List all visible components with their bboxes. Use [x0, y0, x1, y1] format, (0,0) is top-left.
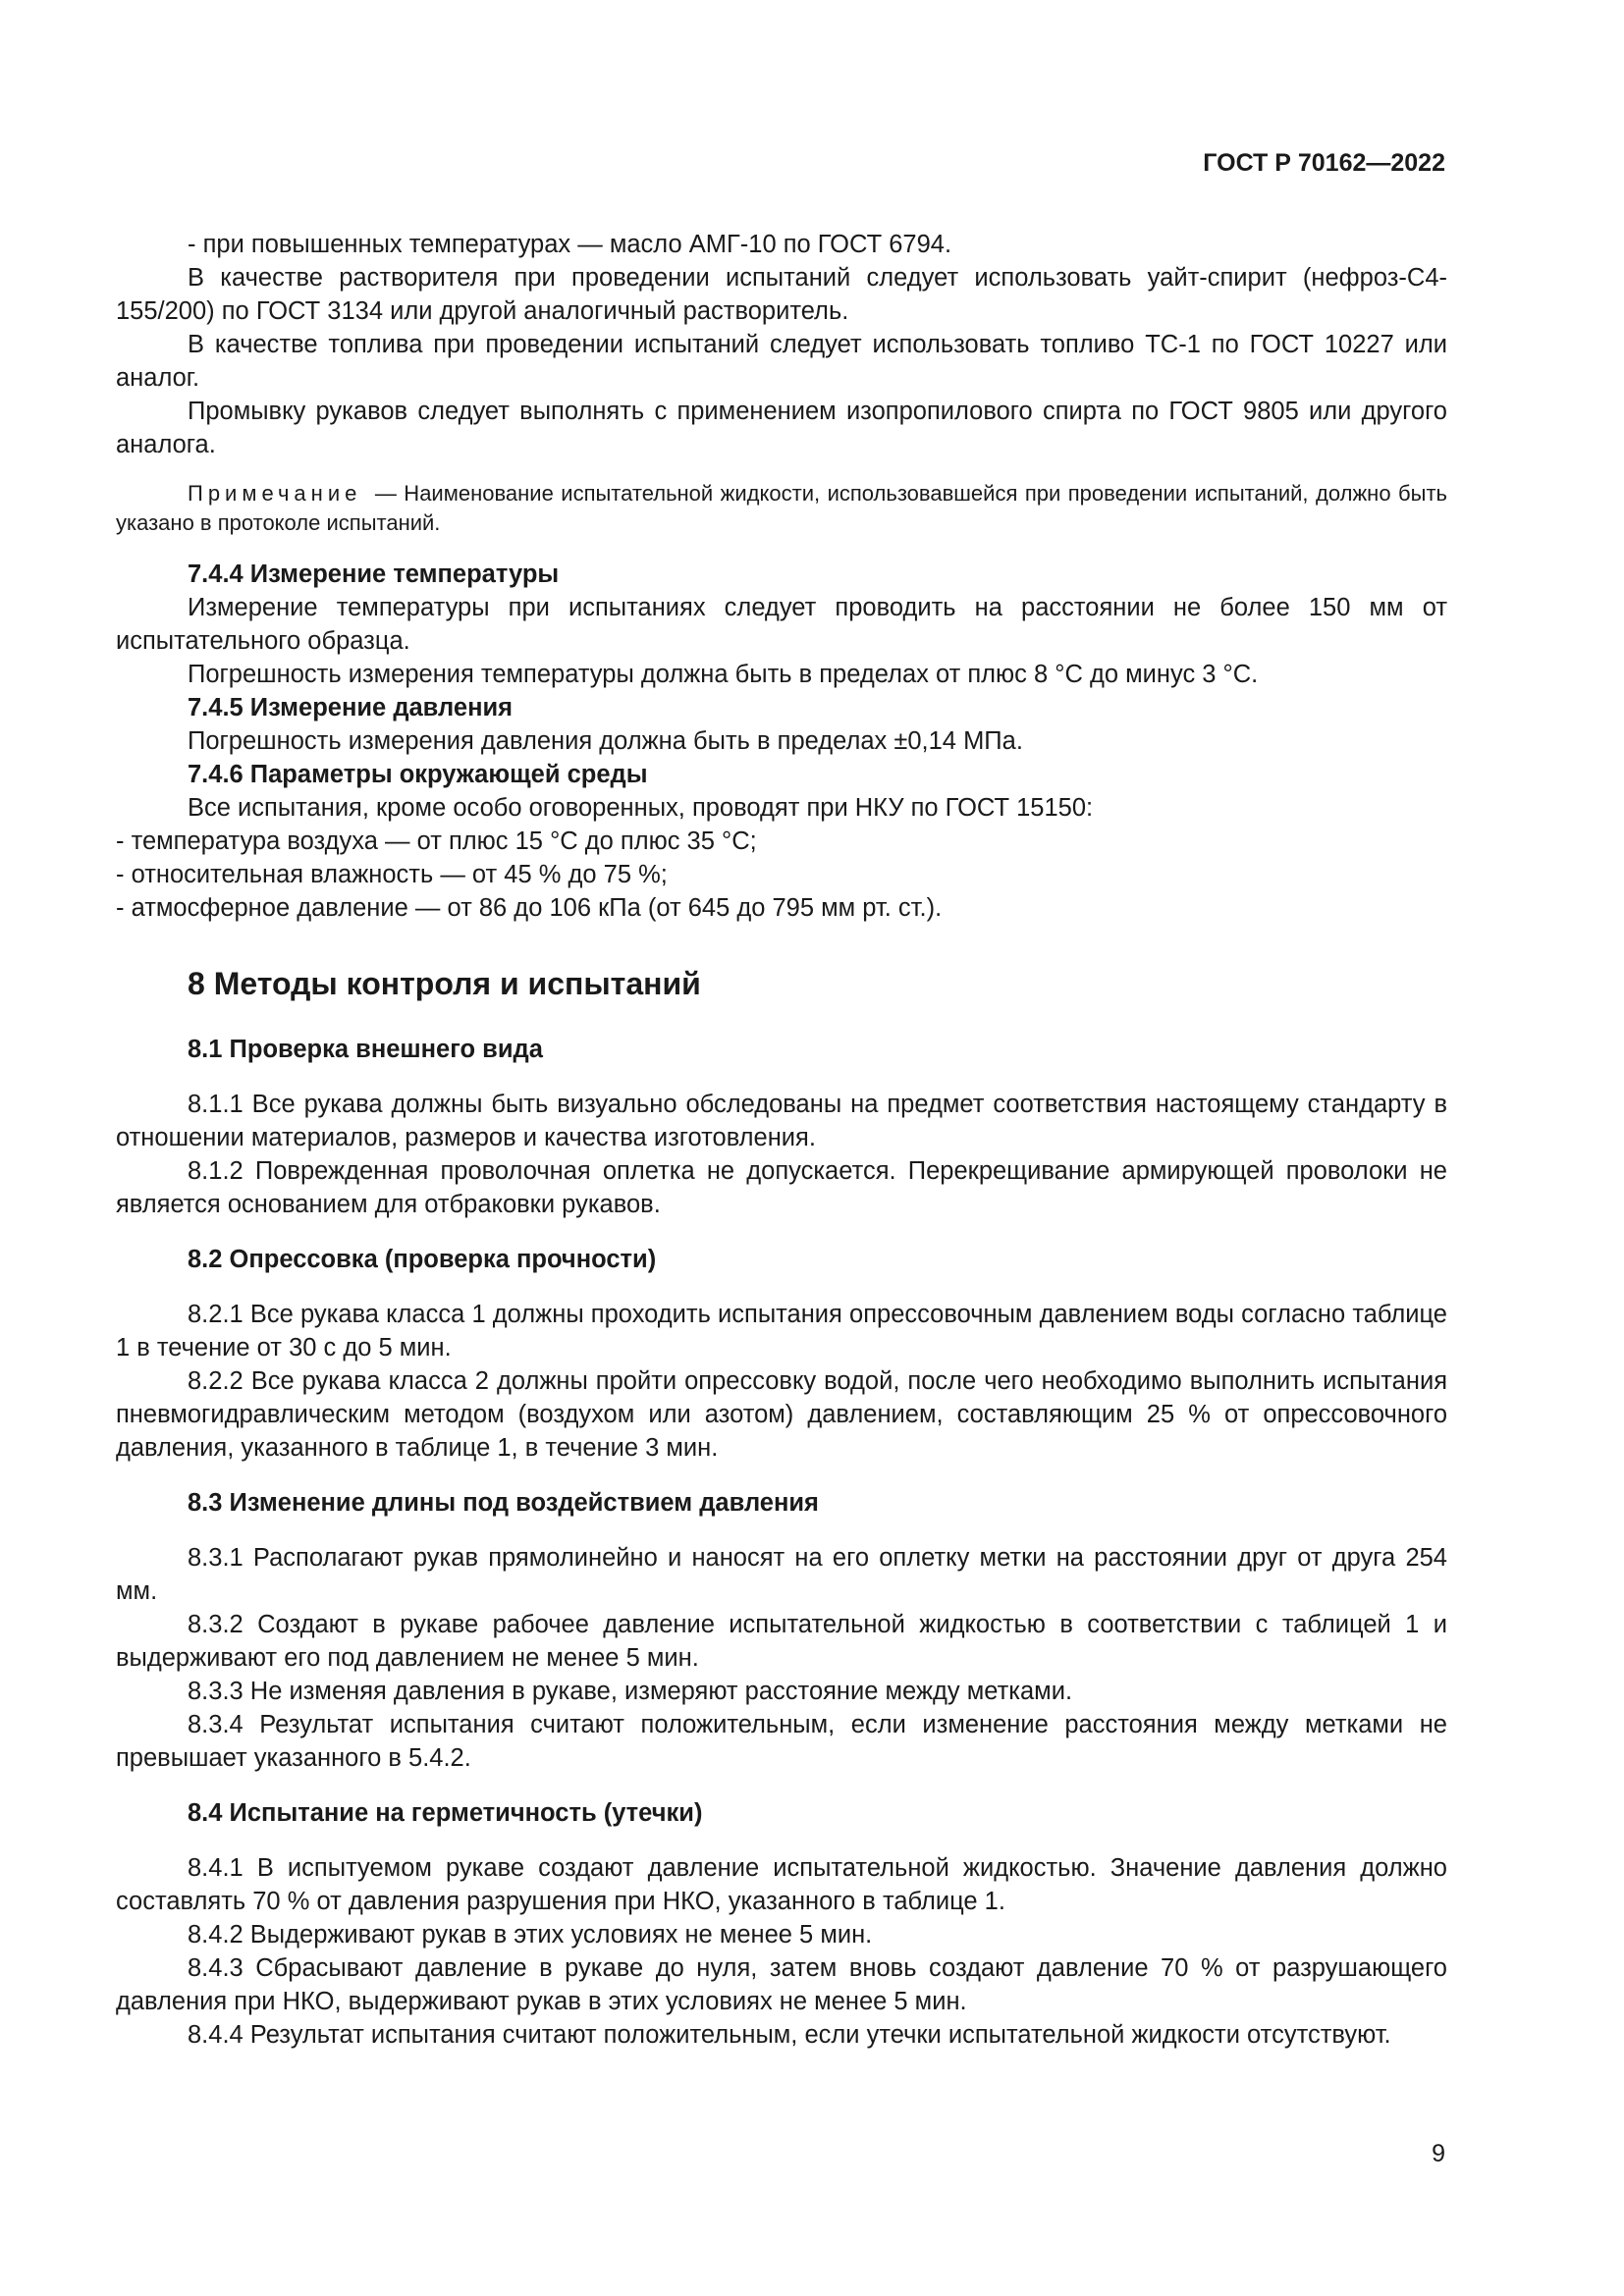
document-code-header: ГОСТ Р 70162—2022 — [1203, 149, 1445, 177]
heading-7-4-5: 7.4.5 Измерение давления — [188, 694, 514, 721]
paragraph-fuel: В качестве топлива при проведении испытаний следует использовать топливо ТС-1 по ГОСТ 10227 или аналог. — [116, 331, 1447, 392]
paragraph-8-4-3: 8.4.3 Сбрасывают давление в рукаве до нуля, затем вновь создают давление 70 % от разрушающего давления при НКО, выдерживают рукав в этих условиях не менее 5 мин. — [116, 1954, 1447, 2015]
heading-8-4: 8.4 Испытание на герметичность (утечки) — [188, 1799, 703, 1827]
heading-7-4-4: 7.4.4 Измерение температуры — [188, 561, 560, 588]
list-item-humidity: - относительная влажность — от 45 % до 75 %; — [116, 861, 668, 888]
paragraph-8-3-2: 8.3.2 Создают в рукаве рабочее давление испытательной жидкостью в соответствии с таблицей 1 и выдерживают его под давлением не менее 5 мин. — [116, 1611, 1447, 1672]
heading-8-2: 8.2 Опрессовка (проверка прочности) — [188, 1246, 657, 1273]
paragraph-8-4-2: 8.4.2 Выдерживают рукав в этих условиях не менее 5 мин. — [188, 1921, 873, 1949]
heading-7-4-6: 7.4.6 Параметры окружающей среды — [188, 761, 648, 788]
paragraph-8-2-2: 8.2.2 Все рукава класса 2 должны пройти опрессовку водой, после чего необходимо выполнить испытания пневмогидравлическим методом (воздухом или азотом) давлением, составляющим 25 % от опрессовочного давления, указанного в таблице 1, в течение 3 мин. — [116, 1367, 1447, 1462]
note-label: Примечание — [188, 481, 362, 506]
paragraph-high-temp-oil: - при повышенных температурах — масло АМГ-10 по ГОСТ 6794. — [188, 231, 952, 258]
paragraph-7-4-4-b: Погрешность измерения температуры должна быть в пределах от плюс 8 °С до минус 3 °С. — [188, 661, 1259, 688]
page-number: 9 — [1432, 2140, 1445, 2167]
heading-8-3: 8.3 Изменение длины под воздействием давления — [188, 1489, 819, 1517]
note-text: — Наименование испытательной жидкости, использовавшейся при проведении испытаний, должно быть указано в протоколе испытаний. — [116, 481, 1447, 535]
list-item-pressure: - атмосферное давление — от 86 до 106 кПа (от 645 до 795 мм рт. ст.). — [116, 894, 943, 922]
note — [116, 479, 1447, 538]
heading-8-1: 8.1 Проверка внешнего вида — [188, 1036, 543, 1063]
paragraph-8-2-1: 8.2.1 Все рукава класса 1 должны проходить испытания опрессовочным давлением воды согласно таблице 1 в течение от 30 с до 5 мин. — [116, 1301, 1447, 1362]
paragraph-flushing: Промывку рукавов следует выполнять с применением изопропилового спирта по ГОСТ 9805 или другого аналога. — [116, 398, 1447, 458]
list-item-air-temp: - температура воздуха — от плюс 15 °С до плюс 35 °С; — [116, 828, 757, 855]
heading-section-8: 8 Методы контроля и испытаний — [188, 966, 701, 1001]
page-content — [116, 228, 1447, 2052]
paragraph-solvent: В качестве растворителя при проведении испытаний следует использовать уайт-спирит (нефроз-С4-155/200) по ГОСТ 3134 или другой аналогичный растворитель. — [116, 264, 1447, 325]
paragraph-7-4-4-a: Измерение температуры при испытаниях следует проводить на расстоянии не более 150 мм от испытательного образца. — [116, 594, 1447, 655]
paragraph-8-3-4: 8.3.4 Результат испытания считают положительным, если изменение расстояния между метками не превышает указанного в 5.4.2. — [116, 1711, 1447, 1772]
paragraph-8-3-3: 8.3.3 Не изменяя давления в рукаве, измеряют расстояние между метками. — [188, 1678, 1073, 1705]
paragraph-7-4-5: Погрешность измерения давления должна быть в пределах ±0,14 МПа. — [188, 727, 1023, 755]
paragraph-8-1-1: 8.1.1 Все рукава должны быть визуально обследованы на предмет соответствия настоящему стандарту в отношении материалов, размеров и качества изготовления. — [116, 1091, 1447, 1151]
paragraph-8-1-2: 8.1.2 Поврежденная проволочная оплетка не допускается. Перекрещивание армирующей проволоки не является основанием для отбраковки рукавов. — [116, 1157, 1447, 1218]
paragraph-8-4-4: 8.4.4 Результат испытания считают положительным, если утечки испытательной жидкости отсутствуют. — [188, 2021, 1391, 2049]
paragraph-8-3-1: 8.3.1 Располагают рукав прямолинейно и наносят на его оплетку метки на расстоянии друг от друга 254 мм. — [116, 1544, 1447, 1605]
paragraph-7-4-6: Все испытания, кроме особо оговоренных, проводят при НКУ по ГОСТ 15150: — [188, 794, 1094, 822]
paragraph-8-4-1: 8.4.1 В испытуемом рукаве создают давление испытательной жидкостью. Значение давления должно составлять 70 % от давления разрушения при НКО, указанного в таблице 1. — [116, 1854, 1447, 1915]
